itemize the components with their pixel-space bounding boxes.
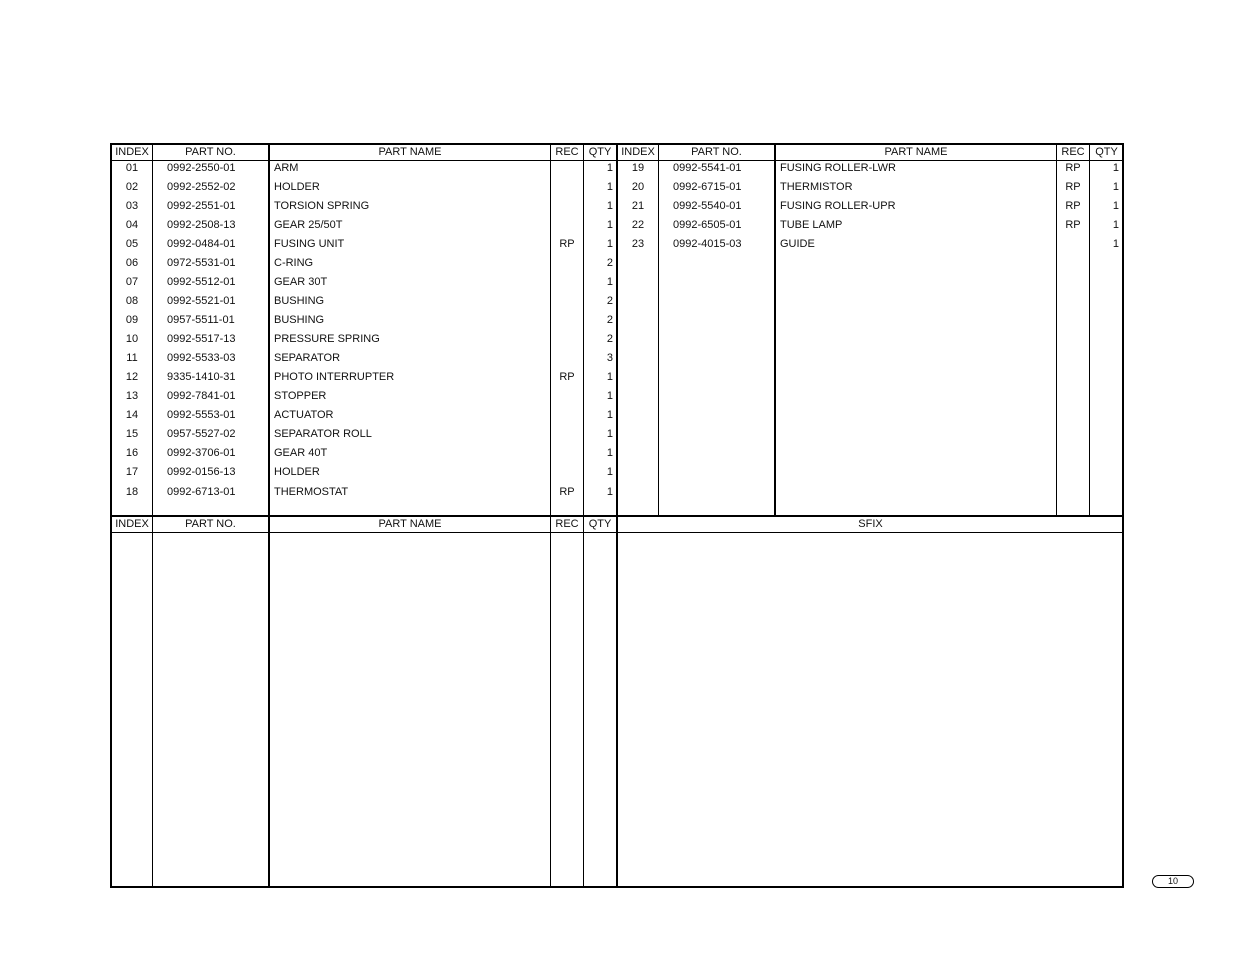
cell-qty: 1 [606,428,613,440]
cell-part-no: 0992-7841-01 [167,390,236,402]
header-part-name: PART NAME [884,146,948,158]
cell-qty: 1 [606,390,613,402]
col-divider [550,516,551,887]
cell-part-no: 0972-5531-01 [167,257,236,269]
cell-part-name: C-RING [274,257,314,269]
cell-qty: 1 [1112,200,1119,212]
col-divider [583,516,584,887]
cell-part-no: 0957-5527-02 [167,428,236,440]
header-sfix: SFIX [858,518,883,530]
cell-part-name: THERMISTOR [780,181,853,193]
cell-rec: RP [1065,219,1081,231]
cell-part-no: 0992-5517-13 [167,333,236,345]
cell-qty: 1 [1112,238,1119,250]
header-rec: REC [555,146,579,158]
page-number: 10 [1152,875,1194,888]
cell-index: 09 [125,314,139,326]
cell-part-no: 0992-2508-13 [167,219,236,231]
cell-qty: 1 [1112,181,1119,193]
header-part-name: PART NAME [378,146,442,158]
header-rec: REC [1061,146,1085,158]
cell-part-name: TUBE LAMP [780,219,843,231]
cell-part-no: 0992-4015-03 [673,238,742,250]
cell-part-name: TORSION SPRING [274,200,370,212]
cell-index: 10 [125,333,139,345]
cell-part-name: GEAR 40T [274,447,328,459]
cell-part-no: 0992-6505-01 [673,219,742,231]
cell-qty: 1 [606,219,613,231]
header-index: INDEX [115,146,149,158]
cell-index: 08 [125,295,139,307]
cell-part-no: 0992-5540-01 [673,200,742,212]
cell-part-name: BUSHING [274,295,325,307]
cell-qty: 1 [606,181,613,193]
cell-qty: 2 [606,333,613,345]
cell-index: 14 [125,409,139,421]
cell-part-name: ARM [274,162,299,174]
cell-index: 18 [125,486,139,498]
cell-part-name: SEPARATOR ROLL [274,428,372,440]
cell-qty: 1 [1112,162,1119,174]
cell-index: 22 [631,219,645,231]
header-index: INDEX [115,518,149,530]
cell-index: 15 [125,428,139,440]
cell-rec: RP [559,371,575,383]
cell-index: 12 [125,371,139,383]
cell-index: 19 [631,162,645,174]
cell-part-no: 0992-3706-01 [167,447,236,459]
col-divider [550,144,551,516]
cell-part-name: ACTUATOR [274,409,334,421]
cell-part-no: 0957-5511-01 [167,314,235,326]
cell-part-name: FUSING ROLLER-LWR [780,162,896,174]
cell-part-no: 9335-1410-31 [167,371,236,383]
cell-index: 21 [631,200,645,212]
header-rec: REC [555,518,579,530]
cell-qty: 1 [606,371,613,383]
header-qty: QTY [588,146,612,158]
cell-qty: 1 [606,162,613,174]
cell-index: 13 [125,390,139,402]
cell-index: 05 [125,238,139,250]
cell-part-name: THERMOSTAT [274,486,349,498]
col-divider [152,516,153,887]
cell-part-name: SEPARATOR [274,352,341,364]
cell-index: 20 [631,181,645,193]
cell-qty: 1 [606,276,613,288]
cell-part-name: GUIDE [780,238,815,250]
cell-index: 17 [125,466,139,478]
cell-index: 23 [631,238,645,250]
cell-part-name: HOLDER [274,181,320,193]
header-part-no: PART NO. [691,146,742,158]
cell-part-no: 0992-2552-02 [167,181,236,193]
cell-part-no: 0992-0484-01 [167,238,236,250]
cell-part-name: PHOTO INTERRUPTER [274,371,395,383]
cell-qty: 1 [606,238,613,250]
cell-qty: 1 [606,466,613,478]
cell-part-name: FUSING ROLLER-UPR [780,200,896,212]
cell-index: 16 [125,447,139,459]
cell-rec: RP [1065,200,1081,212]
cell-rec: RP [1065,162,1081,174]
cell-qty: 2 [606,257,613,269]
cell-part-no: 0992-5541-01 [673,162,742,174]
cell-index: 03 [125,200,139,212]
cell-index: 02 [125,181,139,193]
cell-qty: 1 [606,409,613,421]
cell-part-name: GEAR 30T [274,276,328,288]
cell-part-name: STOPPER [274,390,327,402]
col-divider [616,516,618,887]
cell-qty: 1 [606,200,613,212]
cell-rec: RP [559,238,575,250]
cell-part-name: HOLDER [274,466,320,478]
cell-rec: RP [1065,181,1081,193]
cell-qty: 2 [606,314,613,326]
cell-part-no: 0992-5512-01 [167,276,236,288]
cell-qty: 1 [606,447,613,459]
cell-part-no: 0992-5533-03 [167,352,236,364]
cell-index: 04 [125,219,139,231]
cell-part-name: GEAR 25/50T [274,219,343,231]
header-qty: QTY [1095,146,1118,158]
cell-qty: 1 [606,486,613,498]
header-index: INDEX [621,146,655,158]
header-qty: QTY [588,518,612,530]
cell-part-name: FUSING UNIT [274,238,345,250]
cell-qty: 3 [606,352,613,364]
cell-rec: RP [559,486,575,498]
cell-part-no: 0992-6715-01 [673,181,742,193]
cell-qty: 1 [1112,219,1119,231]
header-part-no: PART NO. [185,146,236,158]
cell-part-no: 0992-2550-01 [167,162,236,174]
cell-part-no: 0992-6713-01 [167,486,236,498]
cell-part-no: 0992-0156-13 [167,466,236,478]
header-part-name: PART NAME [378,518,442,530]
cell-part-no: 0992-2551-01 [167,200,236,212]
cell-index: 06 [125,257,139,269]
cell-part-name: PRESSURE SPRING [274,333,380,345]
cell-part-name: BUSHING [274,314,325,326]
cell-part-no: 0992-5553-01 [167,409,236,421]
cell-index: 07 [125,276,139,288]
header-part-no: PART NO. [185,518,236,530]
cell-part-no: 0992-5521-01 [167,295,236,307]
cell-qty: 2 [606,295,613,307]
col-divider [268,516,270,887]
cell-index: 01 [125,162,139,174]
cell-index: 11 [126,352,138,364]
